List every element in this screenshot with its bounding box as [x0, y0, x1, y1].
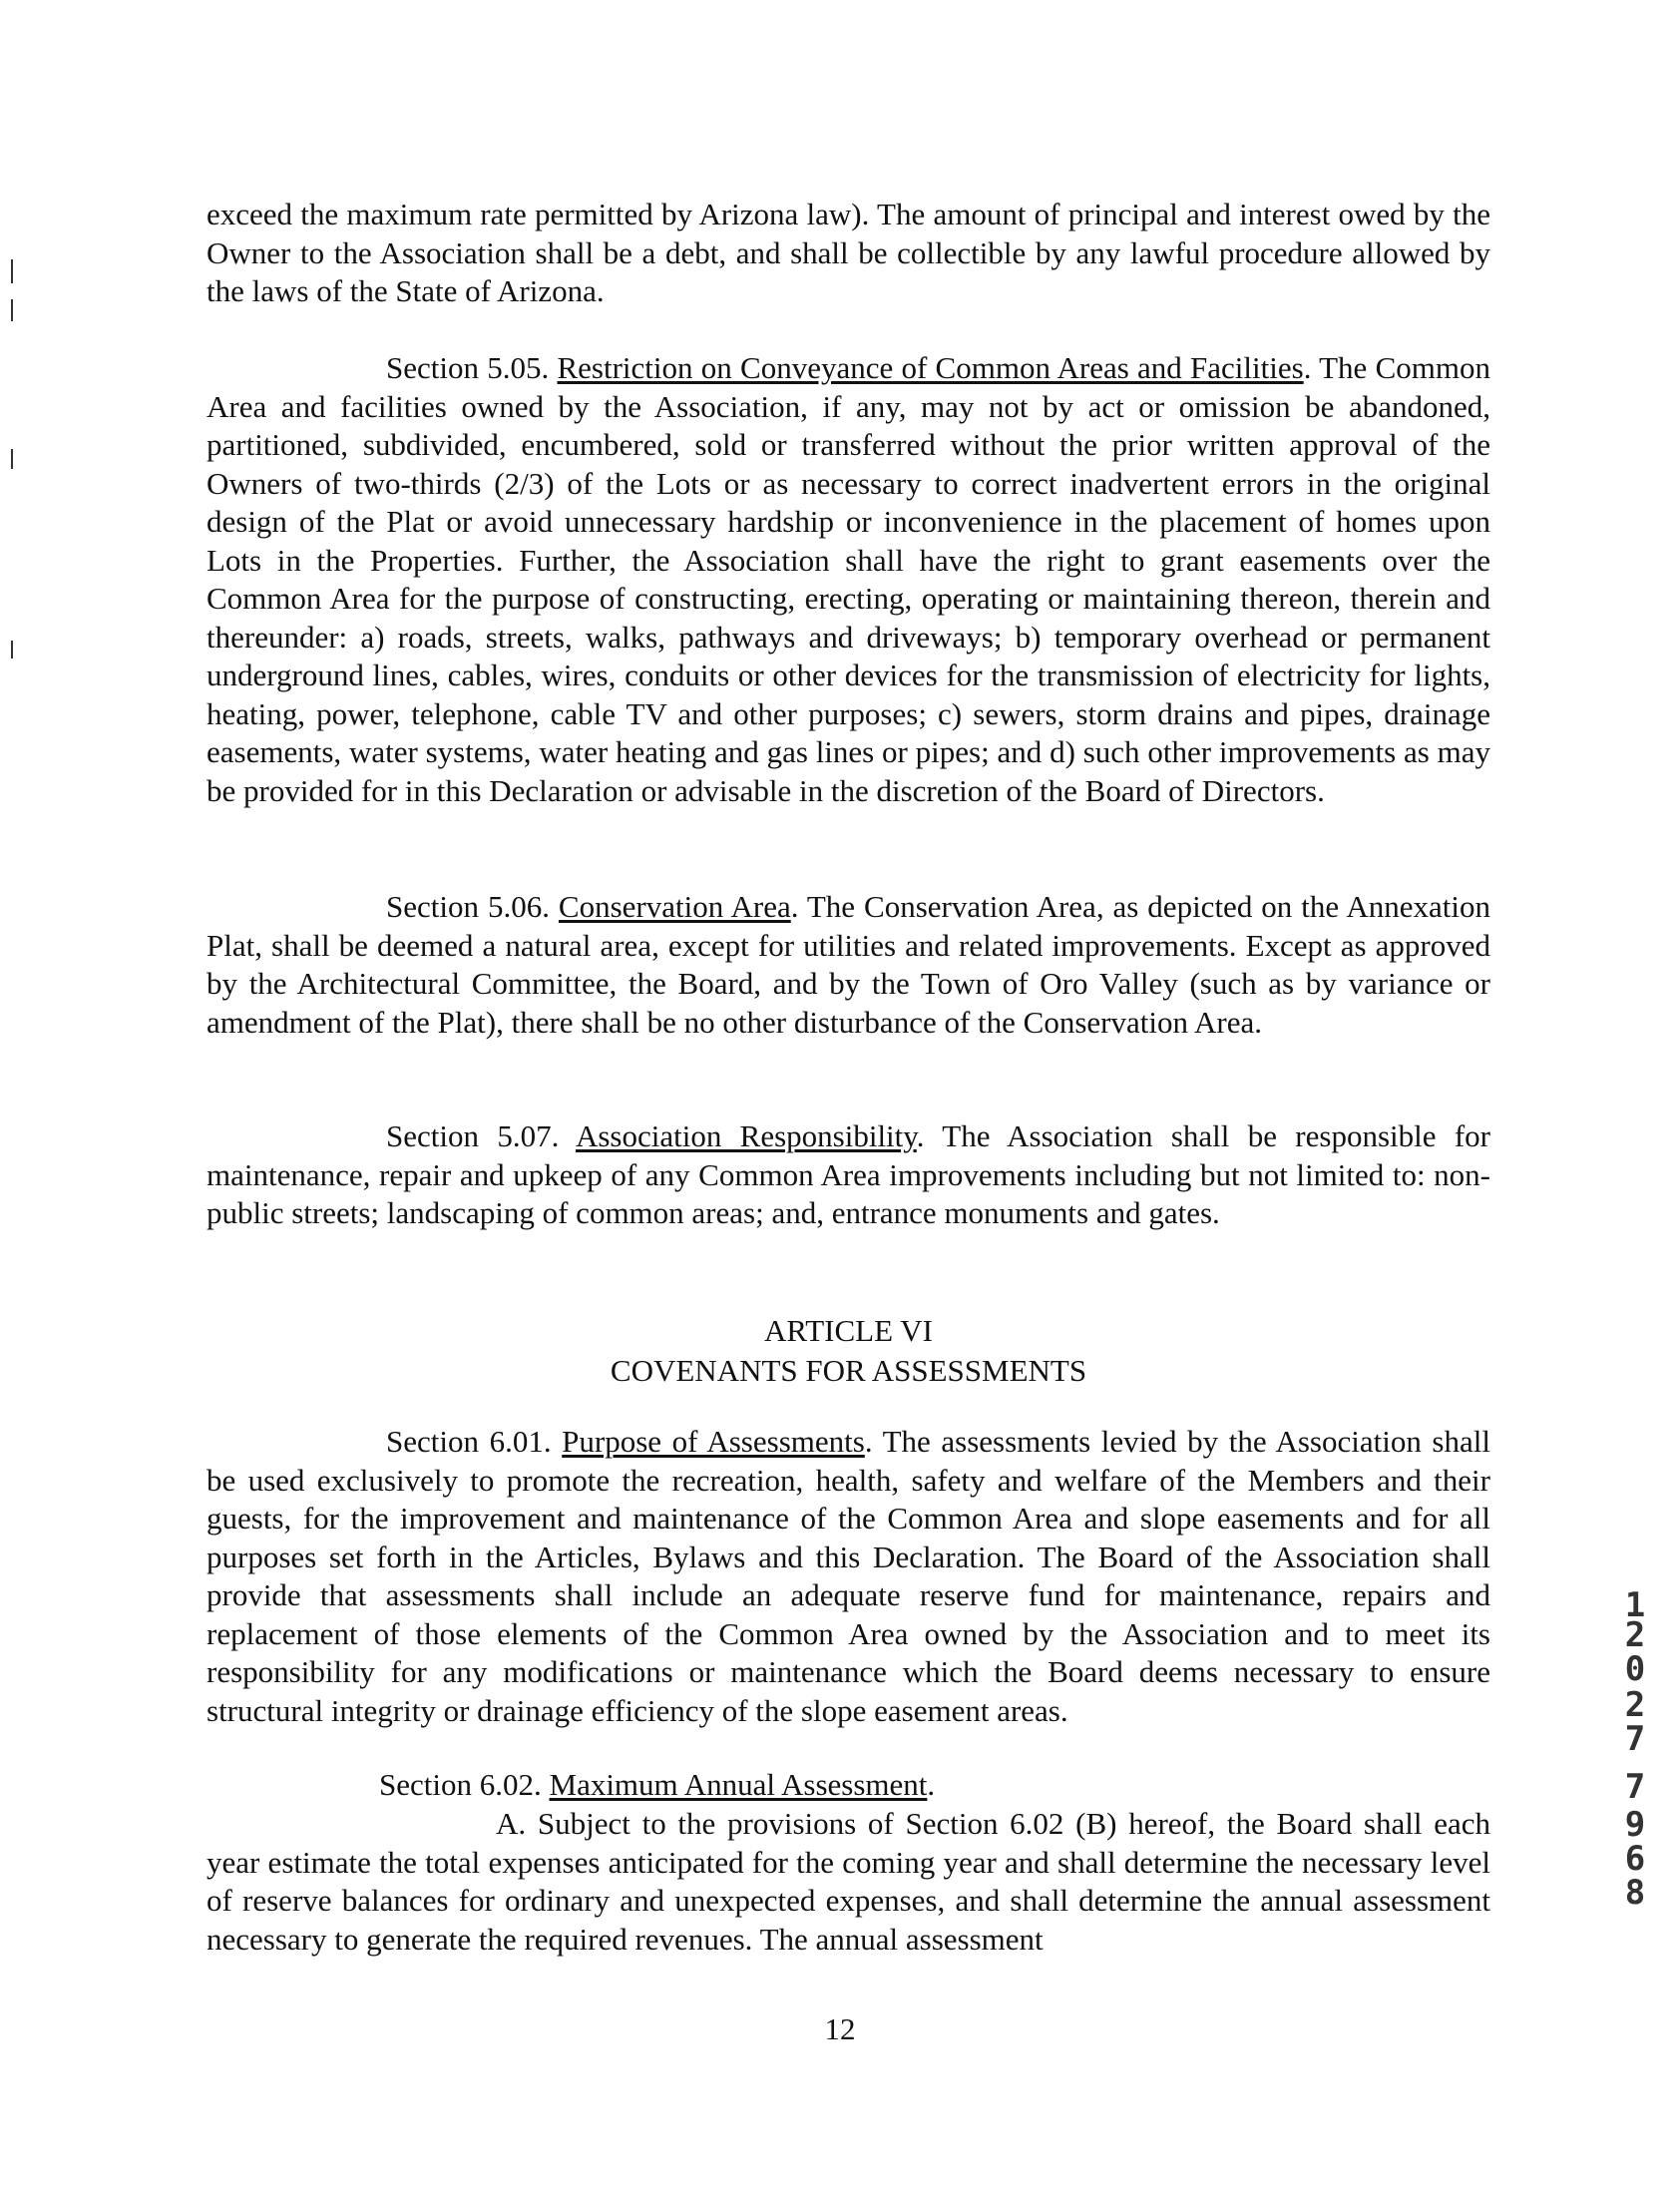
- revision-bar: [11, 449, 13, 469]
- section-6-02-heading: [379, 1766, 935, 1805]
- article-number: ARTICLE VI: [764, 1313, 933, 1348]
- stamp-digit: 2: [1624, 1615, 1646, 1655]
- revision-bar: [11, 259, 13, 283]
- stamp-digit: 6: [1624, 1839, 1646, 1879]
- section-5-05: [207, 349, 1490, 810]
- section-body: . The Conservation Area, as depicted on the Annexation Plat, shall be deemed a natural area, except for utilities and related improvements. Except as approved by the Architectural Committee, the Board, and by the Town of Oro Valley (such as by variance or amendment of the Plat), there shall be no other disturbance of the Conservation Area.: [207, 889, 1490, 1040]
- stamp-digit: 2: [1624, 1685, 1646, 1725]
- carryover-paragraph: exceed the maximum rate permitted by Arizona law). The amount of principal and interest owed by the Owner to the Association shall be a debt, and shall be collectible by any lawful procedure allowed by the laws of the State of Arizona.: [207, 197, 1490, 308]
- section-title: Maximum Annual Assessment: [549, 1767, 928, 1802]
- section-body: . The assessments levied by the Association shall be used exclusively to promote the recreation, health, safety and welfare of the Members and their guests, for the improvement and maintenance of the Common Area and slope easements and for all purposes set forth in the Articles, Bylaws and this Declaration. The Board of the Association shall provide that assessments shall include an adequate reserve fund for maintenance, repairs and replacement of those elements of the Common Area owned by the Association and to meet its responsibility for any modifications or maintenance which the Board deems necessary to ensure structural integrity or drainage efficiency of the slope easement areas.: [207, 1424, 1490, 1728]
- section-number: Section 6.01.: [386, 1424, 552, 1459]
- section-title: Purpose of Assessments: [562, 1424, 865, 1459]
- stamp-digit: 7: [1624, 1719, 1646, 1759]
- section-number: Section 6.02.: [379, 1767, 542, 1802]
- section-number: Section 5.05.: [386, 350, 550, 385]
- revision-bar: [11, 299, 13, 321]
- article-title: COVENANTS FOR ASSESSMENTS: [610, 1353, 1087, 1388]
- section-5-06: [207, 888, 1490, 1042]
- section-number: Section 5.07.: [386, 1118, 560, 1153]
- stamp-digit: 9: [1624, 1805, 1646, 1845]
- section-number: Section 5.06.: [386, 889, 550, 924]
- revision-bar: [11, 641, 13, 659]
- section-body: . The Association shall be responsible for maintenance, repair and upkeep of any Common Area improvements including but not limited to: non-public streets; landscaping of common areas; and, entrance monuments and gates.: [207, 1118, 1490, 1230]
- section-title-period: .: [927, 1767, 936, 1802]
- section-title: Association Responsibility: [575, 1118, 917, 1153]
- section-5-07: [207, 1117, 1490, 1233]
- page-number: 12: [824, 2011, 856, 2046]
- section-6-01: [207, 1423, 1490, 1730]
- stamp-digit: 0: [1624, 1649, 1646, 1689]
- stamp-digit: 8: [1624, 1873, 1646, 1913]
- section-6-02-subsection-a: A. Subject to the provisions of Section 6.02 (B) hereof, the Board shall each year estimate the total expenses anticipated for the coming year and shall determine the necessary level of reserve balances for ordinary and unexpected expenses, and shall determine the annual assessment necessary to generate the required revenues. The annual assessment: [207, 1806, 1490, 1957]
- stamp-digit: 7: [1624, 1767, 1646, 1807]
- section-title: Conservation Area: [558, 889, 791, 924]
- stamp-digit: 1: [1624, 1585, 1646, 1625]
- section-body: . The Common Area and facilities owned by the Association, if any, may not by act or omission be abandoned, partitioned, subdivided, encumbered, sold or transferred without the prior written approval of the Owners of two-thirds (2/3) of the Lots or as necessary to correct inadvertent errors in the original design of the Plat or avoid unnecessary hardship or inconvenience in the placement of homes upon Lots in the Properties. Further, the Association shall have the right to grant easements over the Common Area for the purpose of constructing, erecting, operating or maintaining thereon, therein and thereunder: a) roads, streets, walks, pathways and driveways; b) temporary overhead or permanent underground lines, cables, wires, conduits or other devices for the transmission of electricity for lights, heating, power, telephone, cable TV and other purposes; c) sewers, storm drains and pipes, drainage easements, water systems, water heating and gas lines or pipes; and d) such other improvements as may be provided for in this Declaration or advisable in the discretion of the Board of Directors.: [207, 350, 1490, 808]
- section-title: Restriction on Conveyance of Common Areas and Facilities: [557, 350, 1304, 385]
